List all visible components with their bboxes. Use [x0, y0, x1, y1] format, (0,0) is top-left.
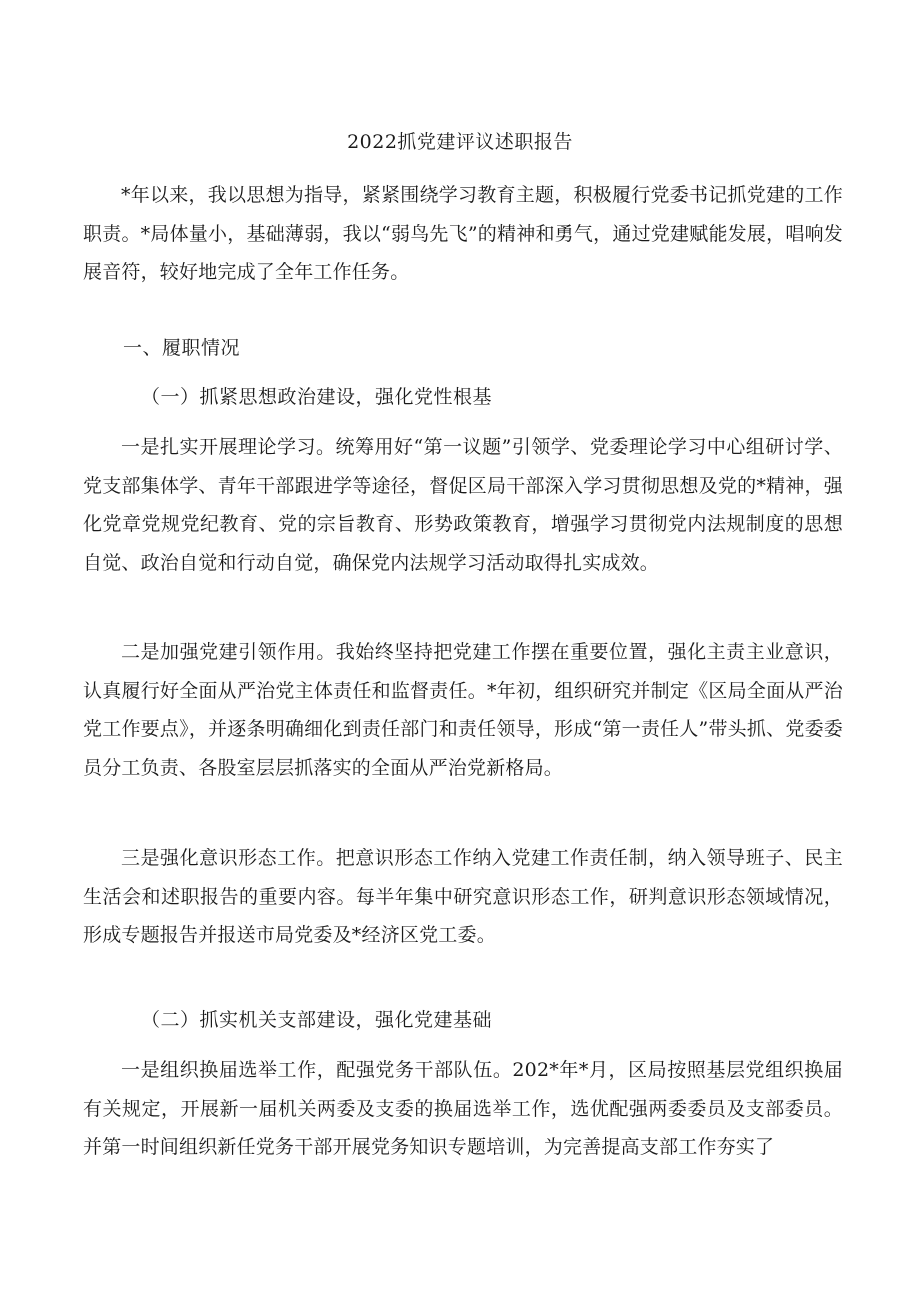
section-heading-performance: 一、履职情况: [123, 337, 241, 359]
subsection-heading-ideology: （一）抓紧思想政治建设，强化党性根基: [141, 386, 493, 408]
document-title: 2022抓党建评议述职报告: [347, 131, 573, 153]
paragraph-election-work: 一是组织换届选举工作，配强党务干部队伍。202*年*月，区局按照基层党组织换届有关规定，开展新一届机关两委及支委的换届选举工作，选优配强两委委员及支部委员。并第一时间组织新任党务干部开展党务知识专题培训，为完善提高支部工作夯实了: [83, 1059, 843, 1158]
intro-paragraph: *年以来，我以思想为指导，紧紧围绕学习教育主题，积极履行党委书记抓党建的工作职责。*局体量小，基础薄弱，我以“弱鸟先飞”的精神和勇气，通过党建赋能发展，唱响发展音符，较好地完成了全年工作任务。: [83, 184, 843, 283]
paragraph-ideology-work: 三是强化意识形态工作。把意识形态工作纳入党建工作责任制，纳入领导班子、民主生活会和述职报告的重要内容。每半年集中研究意识形态工作，研判意识形态领域情况，形成专题报告并报送市局党委及*经济区党工委。: [83, 847, 843, 946]
paragraph-party-leadership: 二是加强党建引领作用。我始终坚持把党建工作摆在重要位置，强化主责主业意识，认真履行好全面从严治党主体责任和监督责任。*年初，组织研究并制定《区局全面从严治党工作要点》，并逐条明确细化到责任部门和责任领导，形成“第一责任人”带头抓、党委委员分工负责、各股室层层抓落实的全面从严治党新格局。: [83, 641, 843, 779]
subsection-heading-branch: （二）抓实机关支部建设，强化党建基础: [141, 1009, 493, 1031]
paragraph-theory-study: 一是扎实开展理论学习。统筹用好“第一议题”引领学、党委理论学习中心组研讨学、党支部集体学、青年干部跟进学等途径，督促区局干部深入学习贯彻思想及党的*精神，强化党章党规党纪教育、党的宗旨教育、形势政策教育，增强学习贯彻党内法规制度的思想自觉、政治自觉和行动自觉，确保党内法规学习活动取得扎实成效。: [83, 436, 843, 574]
